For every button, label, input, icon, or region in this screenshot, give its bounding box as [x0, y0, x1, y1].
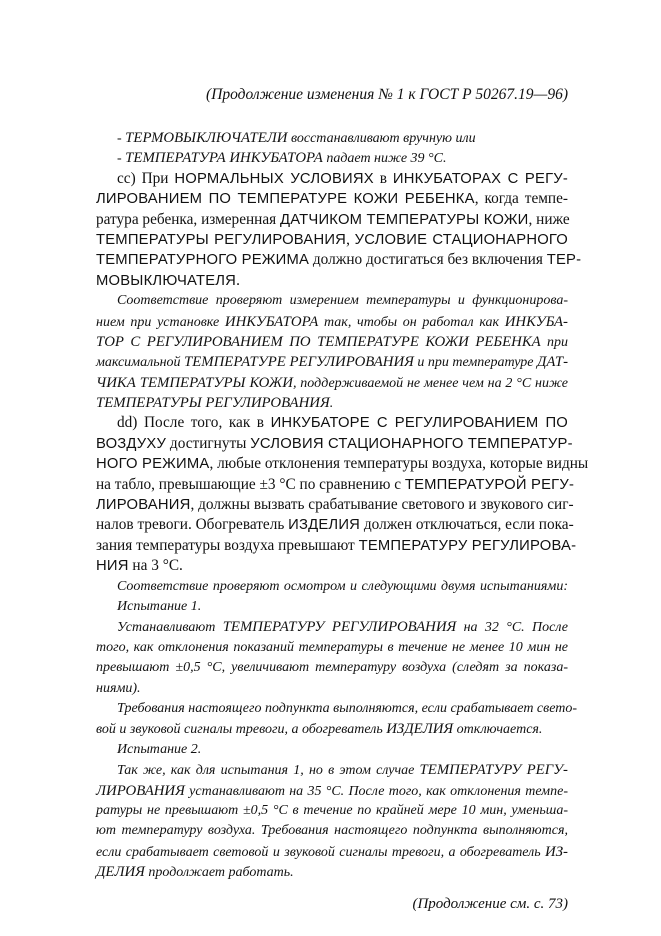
- text-line: [96, 475, 575, 495]
- text-line: [96, 821, 568, 841]
- defined-term: ТЕМПЕРАТУРОЙ РЕГУ-: [404, 476, 575, 493]
- text-segment: Так же, как для испытания 1, но в этом случае: [117, 763, 420, 779]
- text-segment: -: [117, 151, 126, 167]
- text-segment: вой и звуковой сигналы тревоги, а обогреватель: [96, 722, 387, 738]
- text-line: [96, 760, 568, 780]
- text-segment: должен отключаться, если пока-: [360, 516, 574, 534]
- text-segment: падает ниже 39 °С.: [322, 151, 447, 167]
- text-segment: в: [373, 169, 393, 187]
- text-line: [96, 434, 573, 454]
- defined-term: НОРМАЛЬНЫХ УСЛОВИЯХ: [174, 170, 374, 187]
- text-segment: на 3 °С.: [128, 557, 183, 575]
- defined-term: ИЗДЕЛИЯ: [386, 721, 454, 738]
- defined-term: ТЕМПЕРАТУРЕ РЕГУЛИРОВАНИЯ: [184, 354, 414, 371]
- text-line: [96, 312, 568, 332]
- text-line: [96, 781, 568, 801]
- defined-term: ТЕМПЕРАТУРУ РЕГУ-: [419, 762, 568, 779]
- text-segment: налов тревоги. Обогреватель: [96, 516, 289, 534]
- defined-term: НОГО РЕЖИМА: [96, 456, 210, 473]
- text-line: [96, 719, 568, 739]
- text-line: [96, 617, 568, 637]
- text-line: [96, 658, 568, 678]
- text-segment: так, чтобы он работал как: [318, 314, 505, 330]
- defined-term: ИЗДЕЛИЯ: [288, 517, 361, 534]
- running-header: (Продолжение изменения № 1 к ГОСТ Р 50267.19—96): [206, 86, 568, 103]
- text-line: [96, 393, 568, 413]
- text-segment: , поддерживаемой не менее чем на 2 °С ниже: [292, 375, 569, 391]
- defined-term: ТЕМПЕРАТУРУ РЕГУЛИРОВА-: [358, 537, 577, 554]
- defined-term: ДАТ-: [537, 354, 569, 371]
- text-segment: должно достигаться без включения: [309, 251, 547, 269]
- text-segment: на 32 °С. После: [456, 620, 568, 636]
- text-segment: .: [329, 396, 334, 412]
- text-segment: Соответствие проверяют измерением температуры и функционирова-: [117, 293, 568, 309]
- text-segment: .: [236, 271, 240, 289]
- text-line: [96, 352, 568, 372]
- defined-term: ВОЗДУХУ: [96, 435, 167, 452]
- text-segment: нием при установке: [96, 314, 225, 330]
- text-segment: dd) После того, как в: [117, 414, 271, 432]
- text-segment: Испытание 2.: [117, 741, 202, 757]
- text-segment: , ниже: [528, 210, 570, 228]
- defined-term: МОВЫКЛЮЧАТЕЛЯ: [96, 272, 237, 289]
- text-segment: -: [117, 131, 126, 146]
- text-line: [96, 373, 568, 393]
- text-line: [96, 291, 568, 311]
- text-line: [96, 454, 589, 474]
- text-segment: того, как отклонения показаний температуры в течение не менее 10 мин не: [96, 639, 568, 655]
- text-segment: устанавливают на 35 °С. После того, как отклонения темпе-: [184, 783, 568, 799]
- text-line: [96, 413, 568, 433]
- defined-term: ЛИРОВАНИЯ: [96, 782, 185, 799]
- document-page: [96, 86, 589, 913]
- defined-term: НИЯ: [96, 558, 129, 575]
- text-line: [96, 699, 578, 719]
- defined-term: ЛИРОВАНИЯ: [96, 497, 191, 514]
- text-line: [96, 148, 568, 168]
- text-segment: достигнуты: [166, 434, 251, 452]
- continuation-footer: (Продолжение см. с. 73): [412, 896, 568, 913]
- defined-term: ИНКУБА-: [504, 313, 568, 330]
- defined-term: ТЕМПЕРАТУРЫ РЕГУЛИРОВАНИЯ: [96, 231, 347, 248]
- defined-term: ТОР С РЕГУЛИРОВАНИЕМ ПО ТЕМПЕРАТУРЕ КОЖИ РЕБЕНКА: [96, 333, 541, 350]
- text-line: [96, 556, 568, 576]
- defined-term: ДАТЧИКОМ ТЕМПЕРАТУРЫ КОЖИ: [280, 211, 529, 228]
- text-segment: продолжает работать.: [144, 865, 294, 881]
- text-segment: зания температуры воздуха превышают: [96, 536, 359, 554]
- text-segment: превышают ±0,5 °С, увеличивают температуру воздуха (следят за показа-: [96, 660, 568, 676]
- defined-term: ИНКУБАТОРЕ С РЕГУЛИРОВАНИЕМ ПО: [270, 415, 568, 432]
- text-segment: ниями).: [96, 680, 141, 696]
- defined-term: ИНКУБАТОРАХ С РЕГУ-: [392, 170, 569, 187]
- defined-term: ИНКУБАТОРА: [224, 313, 319, 330]
- defined-term: ИЗ-: [545, 843, 568, 860]
- text-line: [96, 597, 568, 617]
- defined-term: ТЕМПЕРАТУРА ИНКУБАТОРА: [125, 150, 323, 167]
- defined-term: ЛИРОВАНИЕМ ПО ТЕМПЕРАТУРЕ КОЖИ РЕБЕНКА: [96, 191, 475, 208]
- defined-term: ТЕМПЕРАТУРУ РЕГУЛИРОВАНИЯ: [222, 619, 457, 636]
- text-segment: на табло, превышающие ±3 °С по сравнению с: [96, 475, 405, 493]
- defined-term: ТЕР-: [546, 252, 582, 269]
- defined-term: ТЕРМОВЫКЛЮЧАТЕЛИ: [125, 130, 288, 146]
- text-line: [96, 271, 568, 291]
- text-segment: если срабатывает световой и звуковой сигналы тревоги, а обогреватель: [96, 844, 546, 860]
- text-segment: ют температуру воздуха. Требования настоящего подпункта выполняются,: [96, 823, 568, 839]
- text-segment: ратуры не превышают ±0,5 °С в течение по крайней мере 10 мин, уменьша-: [96, 802, 568, 818]
- text-segment: ратура ребенка, измеренная: [96, 210, 281, 228]
- text-segment: , когда темпе-: [474, 190, 568, 208]
- text-segment: Требования настоящего подпункта выполняются, если срабатывает свето-: [117, 700, 578, 716]
- text-line: [96, 842, 568, 862]
- text-line: [96, 250, 582, 270]
- defined-term: ТЕМПЕРАТУРЫ РЕГУЛИРОВАНИЯ: [96, 395, 330, 412]
- text-line: [96, 740, 568, 760]
- defined-term: ДЕЛИЯ: [96, 864, 145, 881]
- text-line: [96, 169, 568, 189]
- text-line: [96, 536, 577, 556]
- text-segment: Соответствие проверяют осмотром и следующими двумя испытаниями:: [117, 578, 568, 594]
- defined-term: ЧИКА ТЕМПЕРАТУРЫ КОЖИ: [96, 374, 293, 391]
- text-line: [96, 332, 568, 352]
- text-line: [96, 230, 568, 250]
- text-segment: при: [540, 334, 569, 350]
- text-line: [96, 862, 568, 882]
- text-segment: Испытание 1.: [117, 598, 202, 614]
- text-line: [96, 801, 568, 821]
- defined-term: УСЛОВИЕ СТАЦИОНАРНОГО: [354, 231, 569, 248]
- text-line: [96, 189, 568, 209]
- text-line: [96, 679, 568, 699]
- defined-term: ТЕМПЕРАТУРНОГО РЕЖИМА: [96, 252, 310, 269]
- text-line: [96, 515, 574, 535]
- text-segment: и при температуре: [413, 355, 537, 371]
- defined-term: УСЛОВИЯ СТАЦИОНАРНОГО ТЕМПЕРАТУР-: [250, 435, 573, 452]
- text-line: [96, 577, 568, 597]
- text-segment: восстанавливают вручную или: [287, 131, 476, 146]
- text-segment: , любые отклонения температуры воздуха, которые видны: [209, 455, 589, 473]
- text-line: [96, 495, 574, 515]
- text-segment: ,: [346, 230, 355, 248]
- text-segment: сс) При: [117, 169, 175, 187]
- text-segment: максимальной: [96, 355, 185, 371]
- text-line: [96, 128, 568, 148]
- text-line: [96, 638, 568, 658]
- text-segment: , должны вызвать срабатывание светового и звукового сиг-: [190, 496, 574, 514]
- document-body: [96, 128, 589, 882]
- text-segment: отключается.: [453, 722, 543, 738]
- text-segment: Устанавливают: [117, 620, 223, 636]
- text-line: [96, 210, 568, 230]
